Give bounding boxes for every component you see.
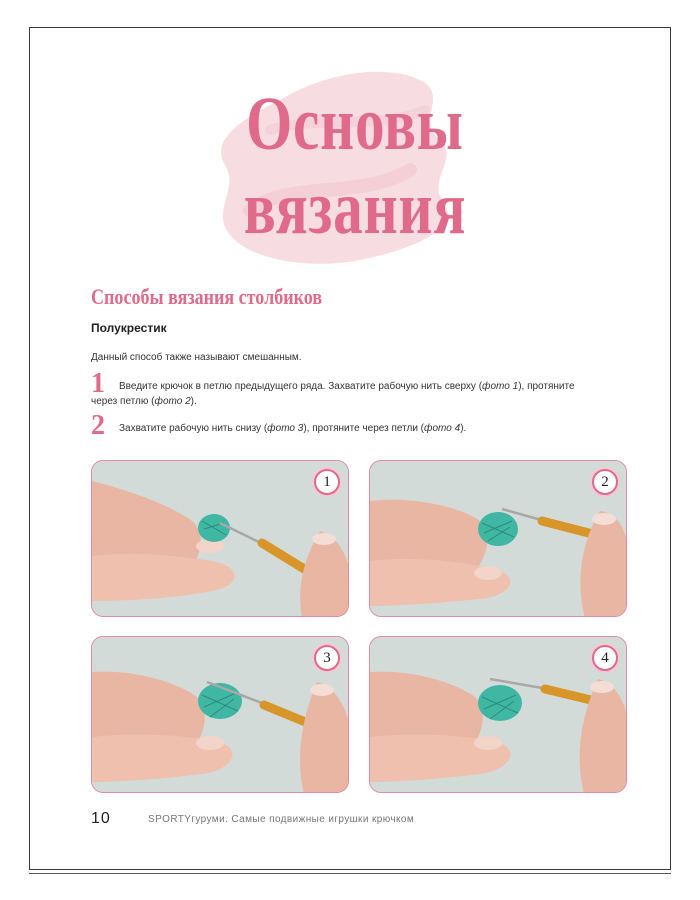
crochet-photo-illustration (370, 461, 627, 617)
photo-3 (91, 636, 349, 793)
page-title-line1: Основы (246, 82, 464, 166)
photo-reference: фото 3 (267, 423, 304, 434)
photo-reference: фото 1 (482, 381, 519, 392)
section-heading: Способы вязания столбиков (91, 284, 323, 309)
intro-paragraph: Данный способ также называют смешанным. (91, 352, 302, 363)
step-number: 2 (91, 410, 105, 441)
step-text: Введите крючок в петлю предыдущего ряда. Захватите рабочую нить сверху (фото 1), протяните через петлю (фото 2). (91, 381, 575, 407)
photo-number-badge: 4 (592, 645, 618, 671)
crochet-photo-illustration (92, 637, 349, 793)
photo-reference: фото 4 (424, 423, 461, 434)
photo-number-badge: 2 (592, 469, 618, 495)
crochet-photo-illustration (370, 637, 627, 793)
page-edge-line (29, 873, 671, 874)
photo-4 (369, 636, 627, 793)
step-number: 1 (91, 368, 105, 399)
technique-subheading: Полукрестик (91, 321, 167, 335)
photo-reference: фото 2 (154, 396, 191, 407)
page-title-line2: вязания (243, 166, 467, 250)
photo-number-badge: 3 (314, 645, 340, 671)
step-text: Захватите рабочую нить снизу (фото 3), протяните через петли (фото 4). (119, 423, 467, 434)
photo-2 (369, 460, 627, 617)
photo-1 (91, 460, 349, 617)
crochet-photo-illustration (92, 461, 349, 617)
photo-number-badge: 1 (314, 469, 340, 495)
page-number: 10 (91, 810, 111, 827)
footer-book-title: SPORTYгуруми. Самые подвижные игрушки крючком (148, 814, 415, 825)
